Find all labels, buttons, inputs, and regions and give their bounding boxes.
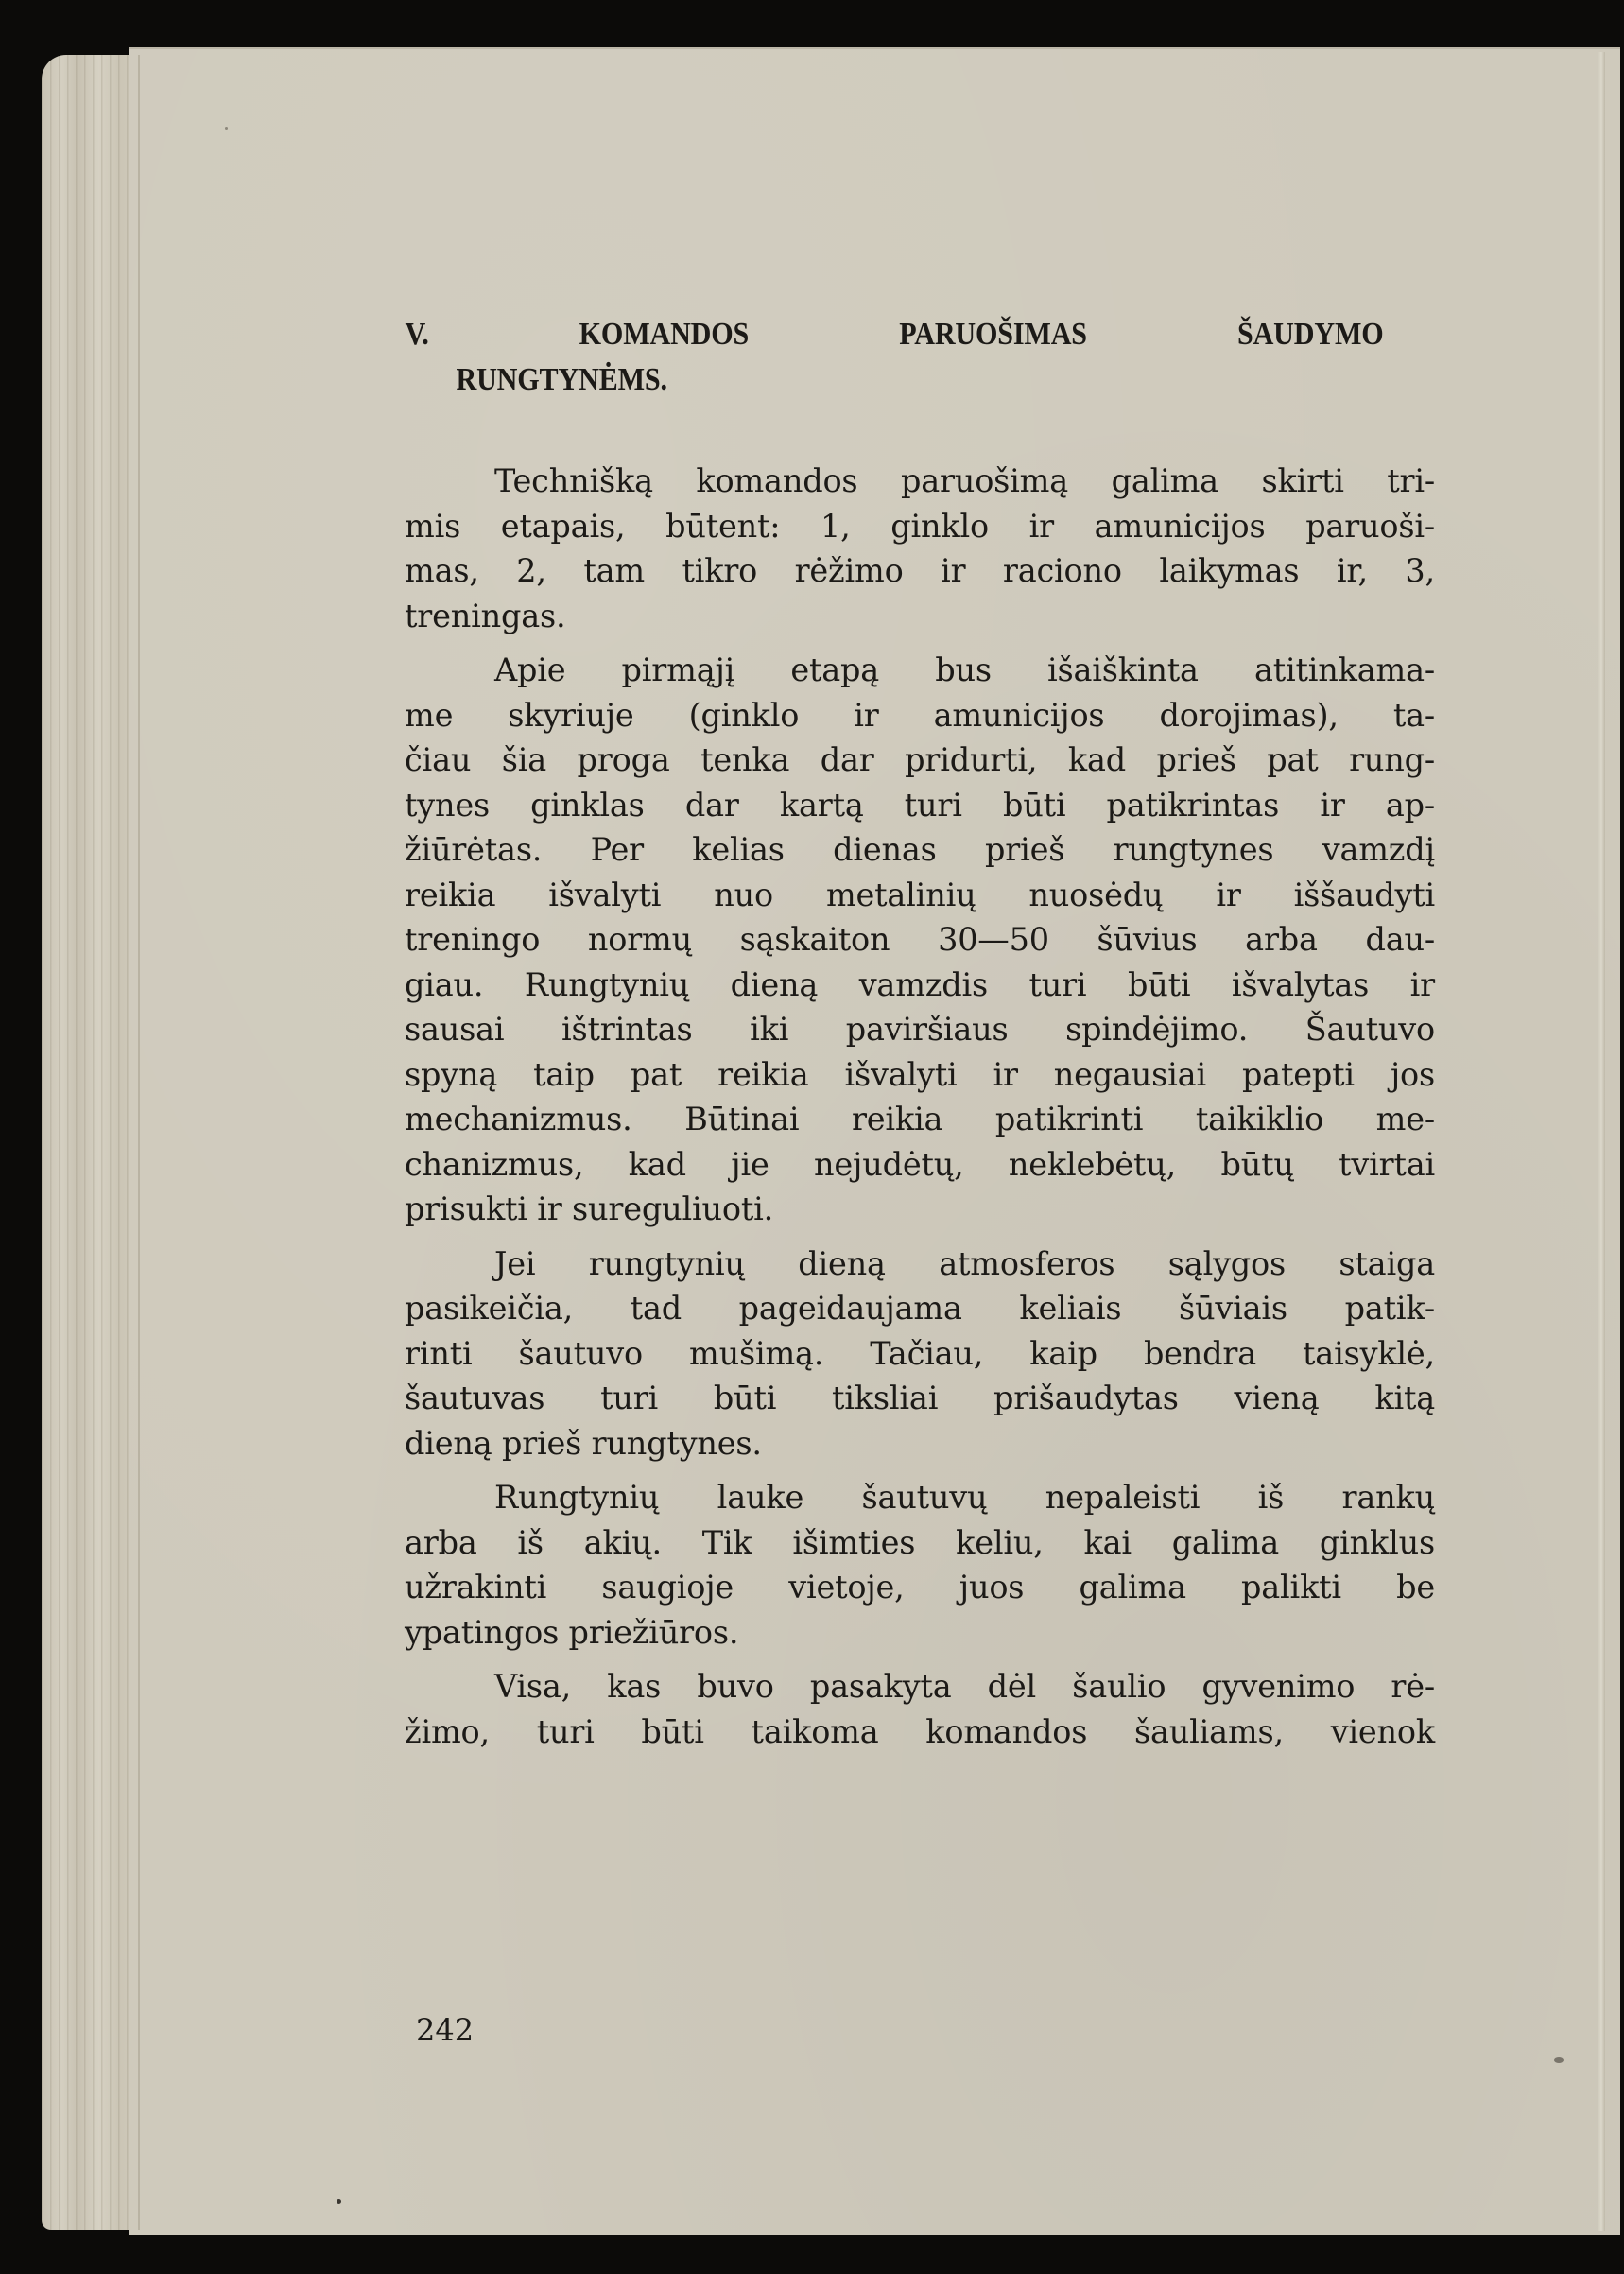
text-line: reikia išvalyti nuo metalinių nuosėdų ir iššaudyti [405,876,1435,913]
text-line: giau. Rungtynių dieną vamzdis turi būti išvalytas ir [405,965,1435,1003]
text-line: spyną taip pat reikia išvalyti ir negausiai patepti jos [405,1055,1435,1093]
text-line: užrakinti saugioje vietoje, juos galima palikti be [405,1569,1435,1606]
paper-speck [225,127,228,130]
text-line: sausai ištrintas iki paviršiaus spindėjimo. Šautuvo [405,1011,1435,1048]
text-line: tynes ginklas dar kartą turi būti patikrintas ir ap- [405,786,1435,824]
paragraph-5 [405,1664,1435,1754]
text-line: treningo normų sąskaiton 30—50 šūvius arba dau- [405,921,1435,958]
text-line: rinti šautuvo mušimą. Tačiau, kaip bendra taisyklė, [405,1334,1435,1372]
paper-speck [337,2199,341,2204]
page-number: 242 [416,2012,475,2048]
chapter-heading [405,312,1384,402]
text-line: Rungtynių lauke šautuvų nepaleisti iš rankų [494,1479,1435,1516]
paragraph-2 [405,648,1435,1232]
text-line: me skyriuje (ginklo ir amunicijos dorojimas), ta- [405,696,1435,734]
text-line: ypatingos priežiūros. [405,1613,739,1651]
paper-speck [1554,2057,1564,2063]
page-content [405,312,1435,1763]
paragraph-4 [405,1475,1435,1655]
text-line: mis etapais, būtent: 1, ginklo ir amunicijos paruoši- [405,507,1435,545]
text-line: šautuvas turi būti tiksliai prišaudytas vieną kitą [405,1380,1435,1416]
paragraph-3 [405,1241,1435,1467]
chapter-heading-line-1: V. KOMANDOS PARUOŠIMAS ŠAUDYMO [405,317,1384,352]
text-line: čiau šia proga tenka dar pridurti, kad prieš pat rung- [405,741,1435,778]
text-line: Apie pirmąjį etapą bus išaiškinta atitinkama- [494,651,1435,688]
text-line: chanizmus, kad jie nejudėtų, neklebėtų, būtų tvirtai [405,1145,1435,1183]
text-line: dieną prieš rungtynes. [405,1424,762,1462]
text-line: mechanizmus. Būtinai reikia patikrinti taikiklio me- [405,1101,1435,1137]
page-edge-line [138,55,140,2230]
text-line: prisukti ir sureguliuoti. [405,1190,774,1227]
text-line: pasikeičia, tad pageidaujama keliais šūviais patik- [405,1290,1435,1327]
text-line: treningas. [405,597,566,634]
text-line: mas, 2, tam tikro rėžimo ir raciono laikymas ir, 3, [405,552,1435,589]
text-line: žiūrėtas. Per kelias dienas prieš rungtynes vamzdį [405,831,1435,868]
text-line: Technišką komandos paruošimą galima skirti tri- [494,462,1435,499]
page-right-edge [1598,52,1605,2231]
text-line: arba iš akių. Tik išimties keliu, kai galima ginklus [405,1523,1435,1561]
paragraph-1 [405,459,1435,638]
chapter-heading-line-2: RUNGTYNĖMS. [456,361,667,397]
text-line: Visa, kas buvo pasakyta dėl šaulio gyvenimo rė- [494,1668,1435,1705]
text-line: žimo, turi būti taikoma komandos šauliams, vienok [405,1712,1435,1750]
text-line: Jei rungtynių dieną atmosferos sąlygos staiga [494,1244,1435,1282]
